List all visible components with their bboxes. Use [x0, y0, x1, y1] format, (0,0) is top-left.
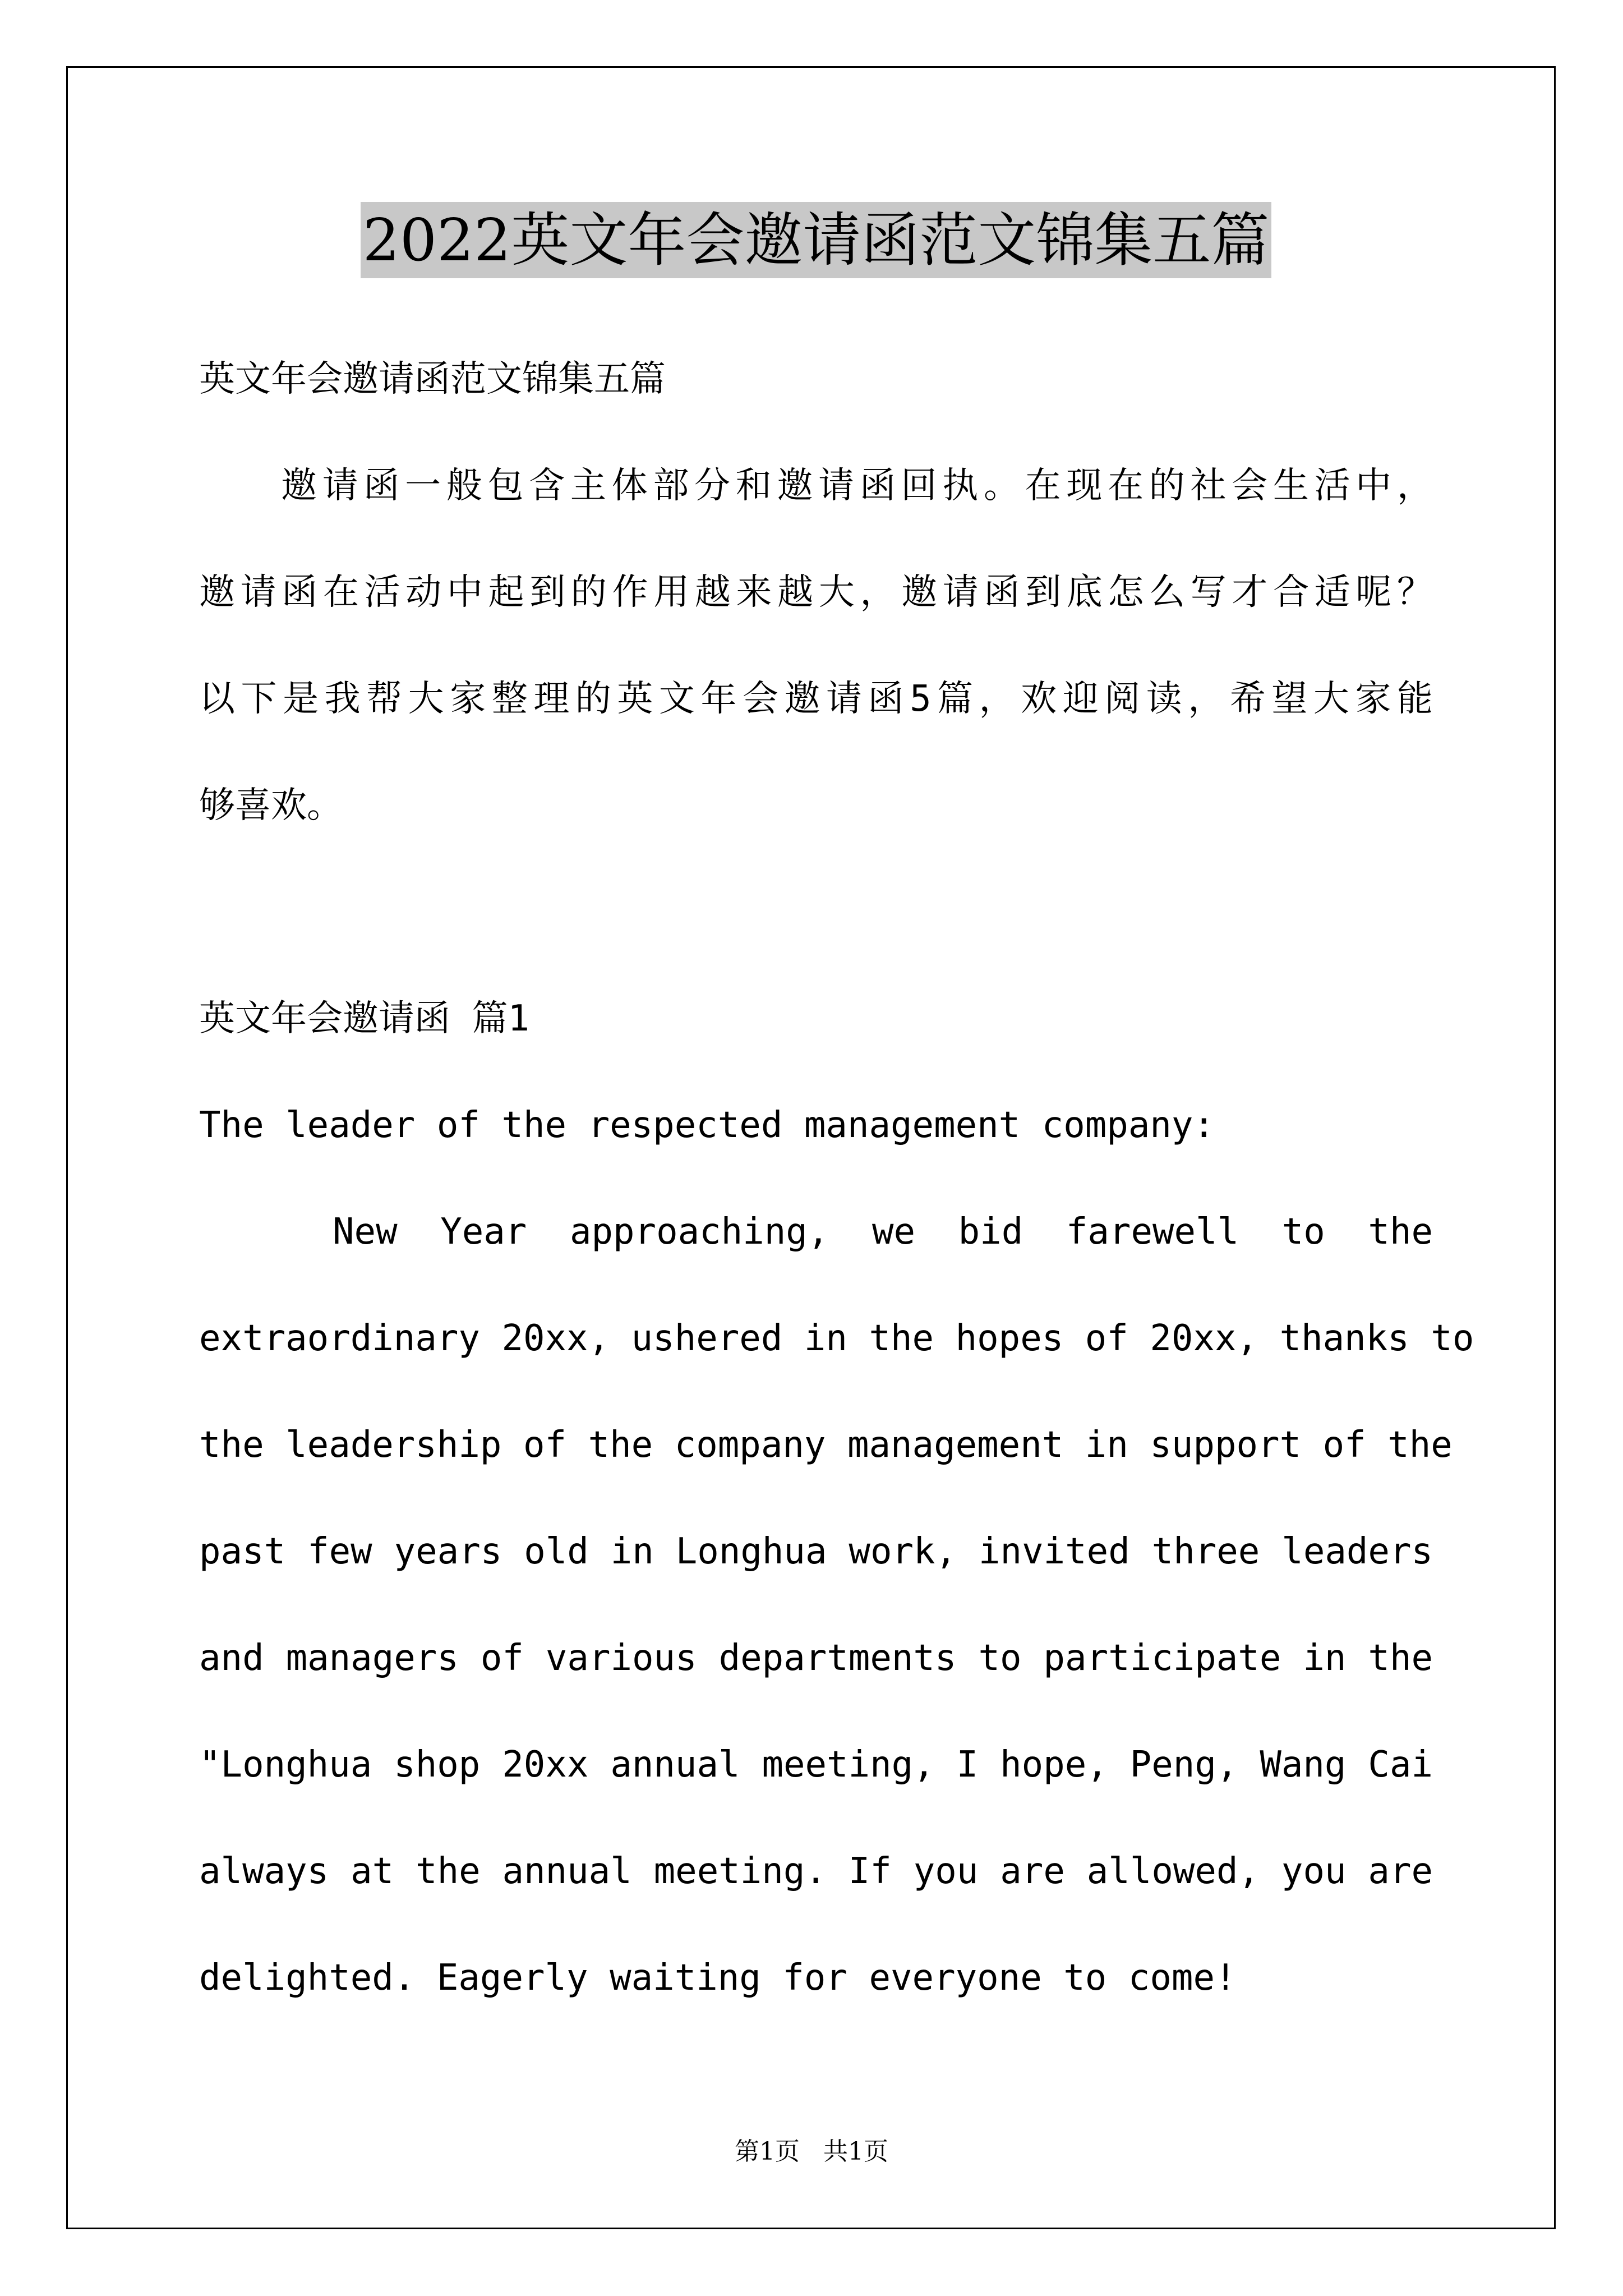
section-heading: 英文年会邀请函 篇1 [199, 998, 530, 1039]
intro-line: 以下是我帮大家整理的英文年会邀请函5篇，欢迎阅读，希望大家能 [199, 678, 1433, 720]
intro-line: 邀请函在活动中起到的作用越来越大，邀请函到底怎么写才合适呢？ [199, 572, 1433, 613]
body-line: the leadership of the company management in support of the [199, 1424, 1453, 1466]
body-line: always at the annual meeting. If you are allowed, you are [199, 1851, 1433, 1892]
salutation: The leader of the respected management company: [199, 1105, 1215, 1146]
body-line: past few years old in Longhua work, invited three leaders [199, 1531, 1433, 1572]
document-subtitle: 英文年会邀请函范文锦集五篇 [199, 358, 666, 400]
body-line: and managers of various departments to participate in the [199, 1637, 1433, 1679]
page-footer: 第1页 共1页 [735, 2137, 888, 2166]
title-wrap [199, 202, 1433, 278]
body-line: "Longhua shop 20xx annual meeting, I hope, Peng, Wang Cai [199, 1744, 1433, 1786]
intro-line: 够喜欢。 [199, 785, 343, 826]
document-title: 2022英文年会邀请函范文锦集五篇 [361, 202, 1272, 278]
body-line: New Year approaching, we bid farewell to the [333, 1211, 1433, 1253]
body-line: delighted. Eagerly waiting for everyone to come! [199, 1957, 1237, 1999]
intro-line: 邀请函一般包含主体部分和邀请函回执。在现在的社会生活中， [281, 465, 1433, 507]
body-line: extraordinary 20xx, ushered in the hopes of 20xx, thanks to [199, 1318, 1474, 1359]
